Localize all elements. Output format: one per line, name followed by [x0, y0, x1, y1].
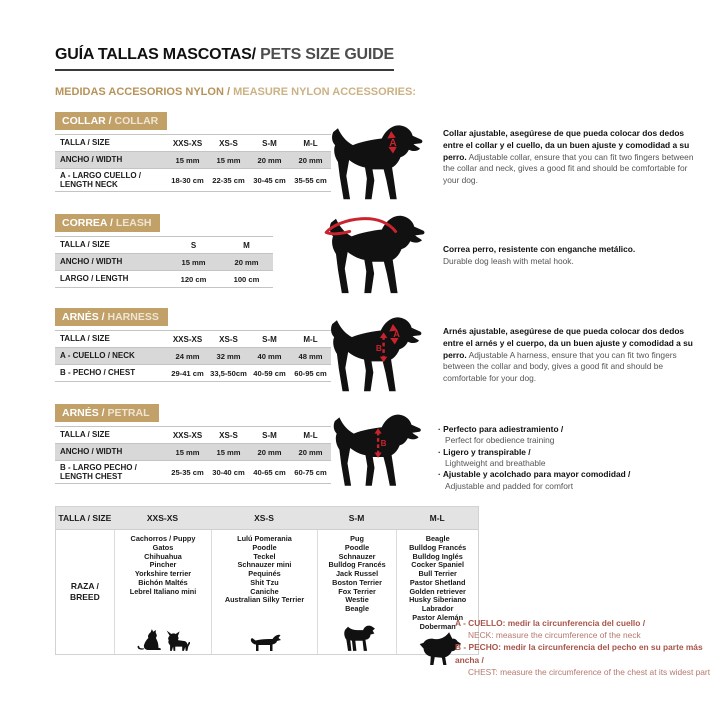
size-value-cell: 15 mm: [216, 155, 241, 165]
measuring-note-en: CHEST: measure the circumference of the chest at its widest part: [468, 666, 711, 677]
size-value-cell: 29-41 cm: [171, 368, 204, 378]
size-column-header: XS-S: [219, 334, 238, 344]
breed-row-label: [56, 530, 114, 654]
size-table-row: [55, 152, 331, 169]
section-badge-harness: [55, 308, 168, 326]
breed-item: Golden retriever: [409, 586, 466, 596]
breed-item: Westie: [345, 595, 369, 605]
size-table-header-row: [55, 427, 331, 444]
size-row-label: ANCHO / WIDTH: [60, 447, 123, 457]
size-column-header: XS-S: [219, 430, 238, 440]
size-column-header: M-L: [303, 334, 318, 344]
breed-table-body: [56, 530, 478, 654]
dog-silhouette-icon: [323, 118, 435, 202]
size-table-row: [55, 271, 273, 288]
size-value-cell: 30-45 cm: [253, 175, 286, 185]
size-value-cell: 40 mm: [257, 351, 282, 361]
svg-text:B: B: [375, 343, 382, 354]
size-table-header-row: [55, 237, 273, 254]
breed-header-m-l: M-L: [429, 513, 445, 523]
breed-item: Bichón Maltés: [138, 577, 188, 587]
dog-silhouette-icon: [320, 208, 438, 296]
measuring-notes: [455, 617, 713, 678]
breed-item: Schnauzer: [338, 551, 376, 561]
breed-list: [130, 535, 197, 596]
breed-item: Pastor Alemán: [412, 612, 464, 622]
size-value-cell: 20 mm: [234, 257, 259, 267]
size-row-label: ANCHO / WIDTH: [60, 155, 123, 165]
dog-leash-figure: [320, 208, 438, 296]
size-table-corner-label: TALLA / SIZE: [60, 430, 110, 440]
size-table-row: [55, 461, 331, 484]
size-table-corner-label: TALLA / SIZE: [60, 240, 110, 250]
collar-desc-en: Adjustable collar, ensure that you can fit two fingers between the collar and neck, gives a good fit and should be comfortable for your dog.: [443, 151, 694, 186]
breed-item: Bulldog Francés: [328, 560, 386, 570]
size-column-header: S: [190, 240, 197, 250]
breed-item: Beagle: [345, 604, 370, 613]
breed-item: Fox Terrier: [338, 586, 376, 596]
svg-text:A: A: [389, 138, 397, 149]
breed-item: Labrador: [421, 604, 454, 613]
breed-item: Cachorros / Puppy: [130, 534, 196, 543]
dog-petral-figure: [325, 406, 433, 490]
breed-item: Beagle: [425, 534, 450, 543]
leash-desc-en: Durable dog leash with metal hook.: [443, 255, 574, 266]
petral-bullet-es: · Ajustable y acolchado para mayor comodidad /: [438, 469, 630, 479]
breed-item: Bulldog Francés: [409, 542, 467, 552]
size-value-cell: 100 cm: [233, 274, 260, 284]
section-badge-leash: [55, 214, 160, 232]
breed-item: Bull Terrier: [418, 569, 457, 578]
badge-harness-es: ARNÉS /: [62, 311, 108, 323]
size-value-cell: 48 mm: [298, 351, 323, 361]
size-column-header: M-L: [303, 430, 318, 440]
size-value-cell: 30-40 cm: [212, 467, 245, 477]
breed-item: Poodle: [252, 542, 277, 552]
harness-size-table: [55, 330, 331, 382]
size-row-label: LARGO / LENGTH: [60, 274, 129, 284]
dog-harness-figure: [322, 310, 434, 394]
size-column-header: XXS-XS: [172, 430, 203, 440]
size-table-header-row: [55, 135, 331, 152]
size-table-corner-label: TALLA / SIZE: [60, 138, 110, 148]
breed-item: Poodle: [344, 542, 370, 552]
breed-item: Chihuahua: [144, 551, 182, 561]
section-badge-collar: [55, 112, 167, 130]
breed-silhouettes: [336, 624, 378, 652]
dog-silhouette-icon: [325, 406, 433, 490]
breed-header-xs-s: XS-S: [254, 513, 274, 523]
breed-table-header: [56, 507, 478, 530]
measuring-note: [455, 617, 713, 641]
size-value-cell: 20 mm: [298, 447, 323, 457]
size-value-cell: 18-30 cm: [171, 175, 204, 185]
petral-bullet: [438, 469, 696, 492]
size-row-label: B - LARGO PECHO / LENGTH CHEST: [60, 463, 137, 482]
svg-text:B: B: [380, 439, 387, 449]
size-column-header: M-L: [303, 138, 318, 148]
breed-item: Jack Russel: [335, 569, 379, 578]
size-value-cell: 60-95 cm: [294, 368, 327, 378]
collar-desc-es: Collar ajustable, asegúrese de que pueda colocar dos dedos entre el collar y el cuello, da un buen ajuste y comodidad a su perro.: [443, 128, 690, 162]
breed-silhouettes: [135, 628, 190, 652]
harness-description: [443, 326, 695, 385]
size-value-cell: 25-35 cm: [171, 467, 204, 477]
collar-description: [443, 128, 695, 187]
breed-item: Bulldog Inglés: [412, 551, 463, 561]
size-table-corner-label: TALLA / SIZE: [60, 334, 110, 344]
size-table-row: [55, 254, 273, 271]
breed-list: [225, 535, 304, 605]
page-subtitle: [55, 86, 416, 98]
breed-item: Cocker Spaniel: [411, 560, 465, 570]
breed-item: Teckel: [253, 551, 276, 561]
breed-silhouettes: [242, 628, 288, 652]
badge-collar-es: COLLAR /: [62, 115, 115, 127]
breed-column-xxs-xs: [114, 530, 212, 654]
breed-list: [328, 535, 385, 614]
measuring-note-es: A - CUELLO: medir la circunferencia del cuello /: [455, 618, 646, 628]
svg-text:A: A: [393, 329, 401, 340]
size-column-header: S-M: [262, 138, 277, 148]
size-value-cell: 20 mm: [257, 155, 282, 165]
petral-bullet-list: [438, 424, 696, 492]
size-table-row: [55, 169, 331, 192]
size-table-row: [55, 444, 331, 461]
size-value-cell: 15 mm: [181, 257, 206, 267]
badge-collar-en: COLLAR: [114, 115, 159, 127]
size-value-cell: 15 mm: [216, 447, 241, 457]
size-value-cell: 60-75 cm: [294, 467, 327, 477]
page-title: [55, 46, 394, 71]
page-subtitle-es: MEDIDAS ACCESORIOS NYLON /: [55, 86, 234, 98]
badge-petral-es: ARNÉS /: [62, 407, 108, 419]
breed-item: Pequinés: [248, 569, 281, 578]
size-row-label: ANCHO / WIDTH: [60, 257, 123, 267]
breed-column-s-m: [317, 530, 397, 654]
size-row-label: A - CUELLO / NECK: [60, 351, 135, 361]
size-value-cell: 15 mm: [175, 155, 200, 165]
collar-size-table: [55, 134, 331, 192]
size-table-header-row: [55, 331, 331, 348]
leash-size-table: [55, 236, 273, 288]
chihuahua-silhouette-icon: [164, 629, 190, 652]
harness-desc-en: Adjustable A harness, ensure that you can fit two fingers between the collar and body, gives a good fit and should be comfortable for your dog.: [443, 349, 677, 384]
breed-header-s-m: S-M: [348, 513, 365, 523]
petral-bullet-en: Adjustable and padded for comfort: [445, 480, 574, 491]
badge-petral-en: PETRAL: [107, 407, 150, 419]
badge-harness-en: HARNESS: [107, 311, 159, 323]
size-column-header: S-M: [262, 334, 277, 344]
petral-bullet-en: Perfect for obedience training: [445, 435, 555, 446]
petral-bullet: [438, 424, 696, 447]
size-column-header: S-M: [262, 430, 277, 440]
breed-item: Pastor Shetland: [409, 577, 466, 587]
leash-desc-es: Correa perro, resistente con enganche metálico.: [443, 244, 636, 254]
size-value-cell: 32 mm: [216, 351, 241, 361]
size-table-row: [55, 348, 331, 365]
breed-item: Pug: [350, 534, 364, 543]
size-value-cell: 40-65 cm: [253, 467, 286, 477]
breed-table: [55, 506, 479, 655]
measuring-note: [455, 641, 713, 678]
breed-header-size: TALLA / SIZE: [58, 513, 112, 523]
breed-item: Schnauzer mini: [237, 560, 292, 570]
measuring-note-en: NECK: measure the circumference of the neck: [468, 630, 641, 641]
page-title-en: PETS SIZE GUIDE: [255, 46, 394, 63]
dachshund-silhouette-icon: [242, 628, 288, 652]
breed-item: Boston Terrier: [332, 577, 382, 587]
badge-leash-en: LEASH: [115, 217, 152, 229]
size-column-header: XXS-XS: [172, 334, 203, 344]
breed-item: Lebrel Italiano mini: [129, 586, 197, 596]
breed-row-label-text: RAZA / BREED: [69, 580, 100, 602]
size-column-header: XS-S: [219, 138, 238, 148]
size-value-cell: 20 mm: [298, 155, 323, 165]
breed-item: Gatos: [152, 542, 174, 552]
measuring-note-es: B - PECHO: medir la circunferencia del pecho en su parte más ancha /: [455, 642, 703, 665]
petral-bullet-es: · Ligero y transpirable /: [438, 447, 531, 457]
breed-item: Caniche: [250, 586, 279, 596]
size-value-cell: 40-59 cm: [253, 368, 286, 378]
dog-silhouette-icon: [322, 310, 434, 394]
breed-header-xxs-xs: XXS-XS: [146, 513, 179, 523]
breed-item: Lulú Pomerania: [237, 534, 292, 543]
size-table-row: [55, 365, 331, 382]
size-row-label: B - PECHO / CHEST: [60, 368, 136, 378]
breed-item: Pincher: [149, 560, 177, 570]
size-value-cell: 24 mm: [175, 351, 200, 361]
breed-column-xs-s: [211, 530, 317, 654]
petral-bullet: [438, 447, 696, 470]
harness-desc-es: Arnés ajustable, asegúrese de que pueda colocar dos dedos entre el arnés y el cuerpo, da un buen ajuste y comodidad a su perro.: [443, 326, 693, 360]
petral-bullet-en: Lightweight and breathable: [445, 458, 546, 469]
size-value-cell: 35-55 cm: [294, 175, 327, 185]
size-value-cell: 33,5-50cm: [210, 368, 247, 378]
petral-bullet-es: · Perfecto para adiestramiento /: [438, 424, 563, 434]
petral-size-table: [55, 426, 331, 484]
breed-item: Doberman: [419, 621, 456, 631]
breed-item: Husky Siberiano: [409, 595, 467, 605]
page-title-es: GUÍA TALLAS MASCOTAS/: [55, 46, 256, 63]
badge-leash-es: CORREA /: [62, 217, 116, 229]
page-subtitle-en: MEASURE NYLON ACCESSORIES:: [233, 86, 417, 98]
size-column-header: XXS-XS: [172, 138, 203, 148]
breed-item: Shit Tzu: [250, 577, 279, 587]
breed-item: Yorkshire terrier: [134, 569, 192, 578]
size-value-cell: 15 mm: [175, 447, 200, 457]
breed-item: Australian Silky Terrier: [224, 595, 305, 605]
size-value-cell: 20 mm: [257, 447, 282, 457]
size-column-header: M: [243, 240, 250, 250]
size-value-cell: 22-35 cm: [212, 175, 245, 185]
size-value-cell: 120 cm: [180, 274, 207, 284]
leash-description: [443, 244, 695, 268]
schnauzer-silhouette-icon: [336, 624, 378, 652]
cat-silhouette-icon: [135, 628, 161, 652]
dog-collar-figure: [323, 118, 435, 202]
size-row-label: A - LARGO CUELLO / LENGTH NECK: [60, 171, 142, 190]
section-badge-petral: [55, 404, 159, 422]
